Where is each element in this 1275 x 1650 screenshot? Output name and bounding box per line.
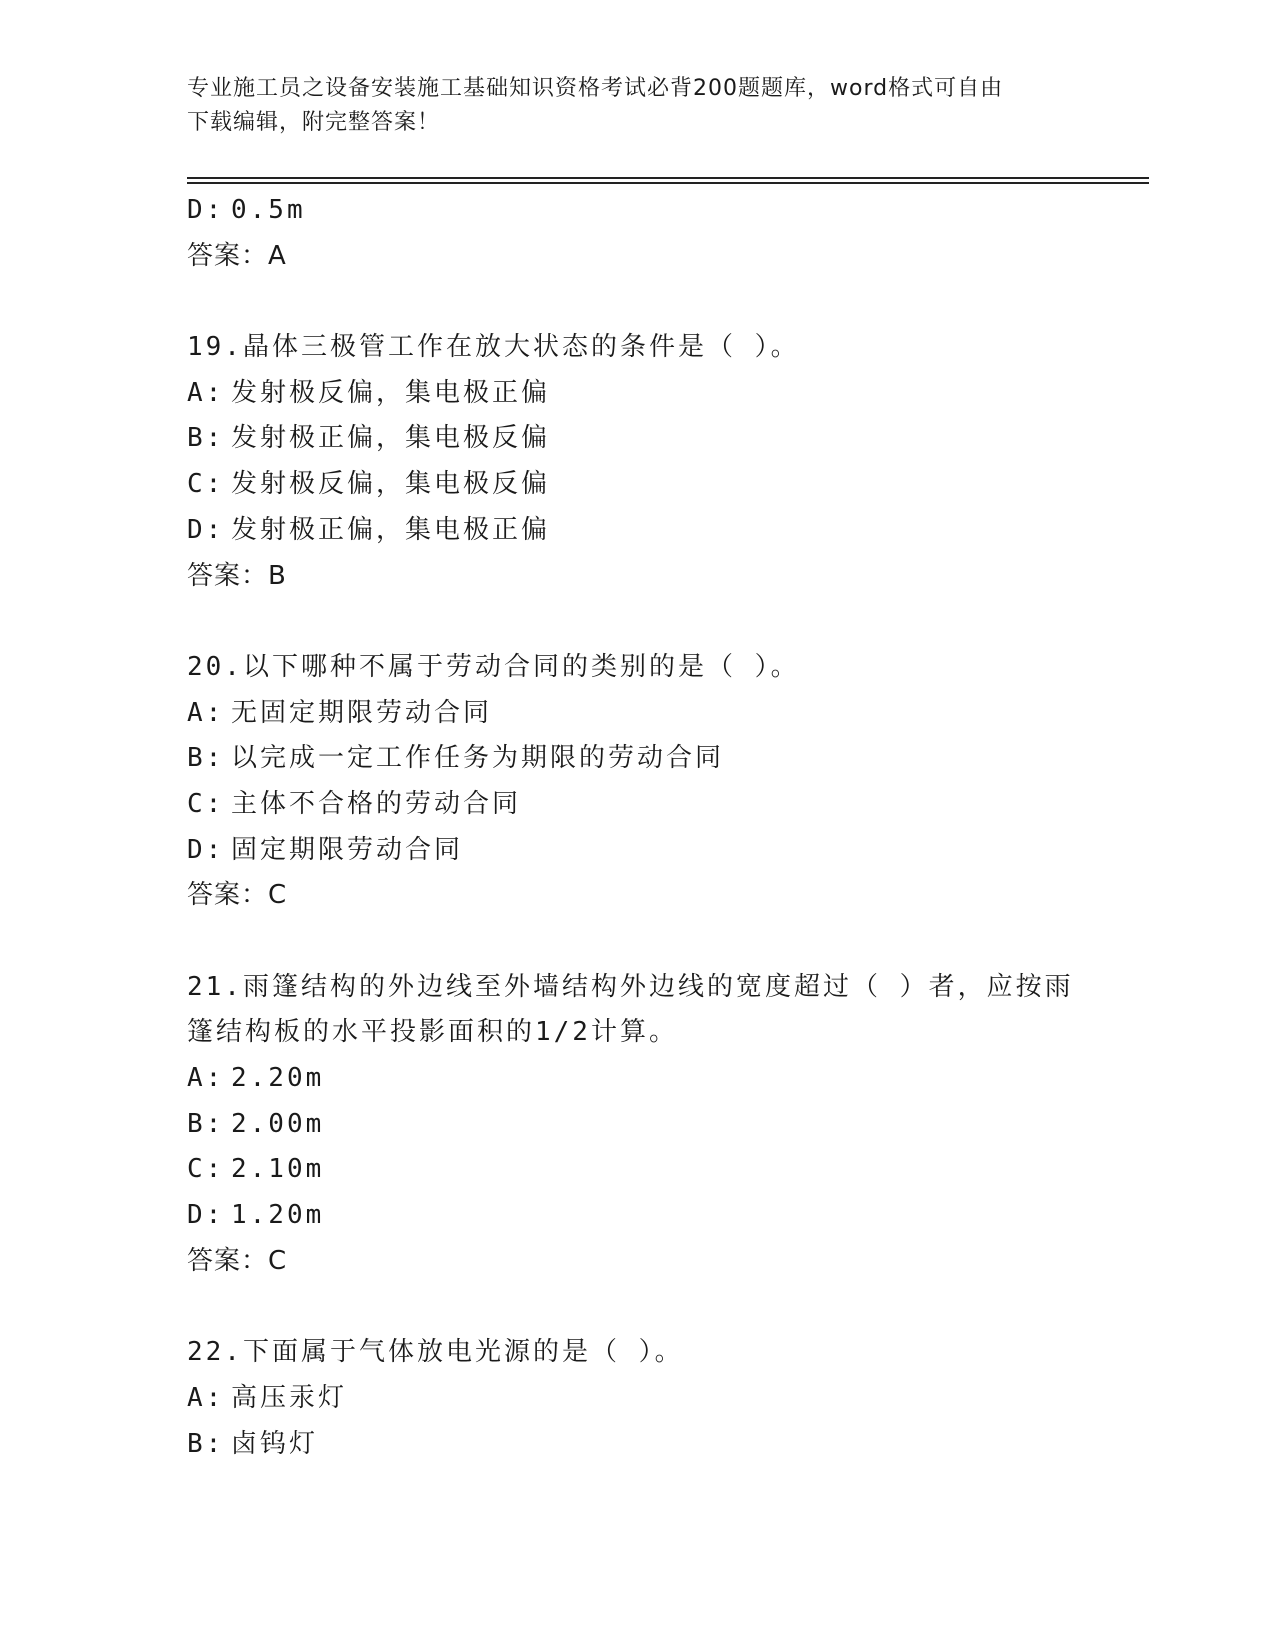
option-text: 发射极反偏，集电极反偏 — [231, 469, 551, 500]
option-label: D: — [187, 1200, 225, 1231]
option-label: B: — [187, 423, 225, 454]
option-text: 1.20m — [231, 1200, 325, 1231]
question-21-option-b — [187, 1102, 1107, 1148]
question-19-answer: 答案：B — [187, 560, 287, 591]
option-text: 2.00m — [231, 1108, 325, 1139]
question-19-option-d — [187, 508, 1107, 554]
spacer — [187, 279, 1107, 325]
question-22-option-a — [187, 1376, 1107, 1422]
option-label: A: — [187, 1063, 225, 1094]
question-19-option-a — [187, 371, 1107, 417]
option-text: 以完成一定工作任务为期限的劳动合同 — [231, 743, 725, 774]
spacer — [187, 1285, 1107, 1331]
prev-option-d — [187, 188, 1107, 234]
option-label: B: — [187, 743, 225, 774]
option-text: 0.5m — [231, 195, 306, 225]
option-label: B: — [187, 1108, 225, 1139]
question-19-stem: 19.晶体三极管工作在放大状态的条件是（ ）。 — [187, 332, 800, 363]
question-20-option-a — [187, 691, 1107, 737]
document-header — [187, 72, 1087, 140]
header-line-1: 专业施工员之设备安装施工基础知识资格考试必背200题题库，word格式可自由 — [187, 76, 1004, 101]
question-20-option-c — [187, 782, 1107, 828]
question-19-option-b — [187, 416, 1107, 462]
option-text: 发射极正偏，集电极正偏 — [231, 514, 551, 545]
option-label: B: — [187, 1428, 225, 1459]
question-21-option-c — [187, 1147, 1107, 1193]
option-text: 主体不合格的劳动合同 — [231, 788, 522, 819]
question-21-stem-line-2: 篷结构板的水平投影面积的1/2计算。 — [187, 1017, 678, 1048]
question-21-option-a — [187, 1056, 1107, 1102]
option-label: D: — [187, 514, 225, 545]
question-21-answer: 答案：C — [187, 1245, 288, 1276]
option-text: 无固定期限劳动合同 — [231, 697, 493, 728]
spacer — [187, 599, 1107, 645]
question-20-option-b — [187, 736, 1107, 782]
prev-answer: 答案：A — [187, 240, 287, 271]
question-22-stem: 22.下面属于气体放电光源的是（ ）。 — [187, 1337, 684, 1368]
option-label: C: — [187, 788, 225, 819]
spacer — [187, 919, 1107, 965]
question-20-stem: 20.以下哪种不属于劳动合同的类别的是（ ）。 — [187, 651, 800, 682]
question-19-option-c — [187, 462, 1107, 508]
option-text: 卤钨灯 — [231, 1428, 319, 1459]
option-text: 发射极反偏，集电极正偏 — [231, 377, 551, 408]
option-label: A: — [187, 697, 225, 728]
option-text: 发射极正偏，集电极反偏 — [231, 423, 551, 454]
option-text: 高压汞灯 — [231, 1382, 348, 1413]
option-text: 2.10m — [231, 1154, 325, 1185]
question-21-option-d — [187, 1193, 1107, 1239]
header-rule-top — [187, 177, 1149, 179]
option-text: 2.20m — [231, 1063, 325, 1094]
header-rule-bottom — [187, 182, 1149, 184]
option-label: A: — [187, 377, 225, 408]
option-text: 固定期限劳动合同 — [231, 834, 464, 865]
option-label: D: — [187, 834, 225, 865]
option-label: A: — [187, 1382, 225, 1413]
question-20-option-d — [187, 828, 1107, 874]
question-22-option-b — [187, 1422, 1107, 1468]
question-content — [187, 188, 1107, 1467]
option-label: C: — [187, 469, 225, 500]
question-21-stem-line-1: 21.雨篷结构的外边线至外墙结构外边线的宽度超过（ ）者，应按雨 — [187, 971, 1074, 1002]
question-20-answer: 答案：C — [187, 880, 288, 911]
header-line-2: 下载编辑，附完整答案！ — [187, 110, 441, 135]
option-label: C: — [187, 1154, 225, 1185]
option-label: D: — [187, 195, 225, 225]
